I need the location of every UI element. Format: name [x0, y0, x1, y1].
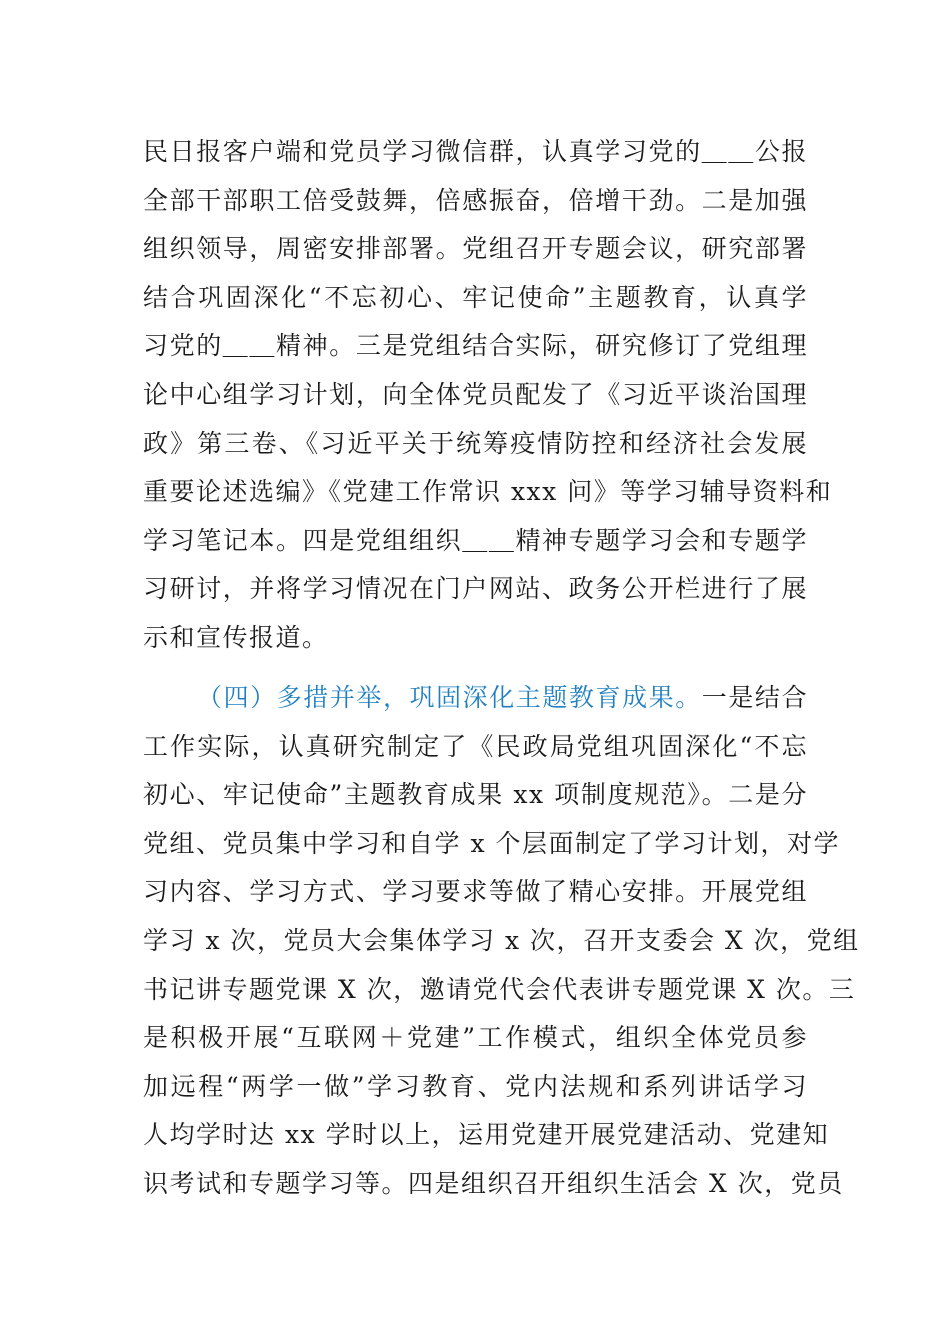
text-line: 工作实际，认真研究制定了《民政局党组巩固深化“不忘	[143, 731, 808, 761]
text-line: 识考试和专题学习等。四是组织召开组织生活会 X 次，党员	[143, 1168, 844, 1198]
text-line: 学习笔记本。四是党组组织＿＿精神专题学习会和专题学	[143, 525, 808, 555]
text-line: 人均学时达 xx 学时以上，运用党建开展党建活动、党建知	[143, 1120, 830, 1150]
section-4-first-line	[143, 674, 808, 723]
section-4-paragraph	[143, 674, 860, 1209]
text-line: 论中心组学习计划，向全体党员配发了《习近平谈治国理	[143, 379, 808, 409]
text-line: 是积极开展“互联网＋党建”工作模式，组织全体党员参	[143, 1023, 808, 1053]
text-line: 民日报客户端和党员学习微信群，认真学习党的＿＿公报	[143, 137, 808, 166]
section-4-first-line-text: 一是结合	[701, 683, 808, 712]
text-line: 初心、牢记使命”主题教育成果 xx 项制度规范》。二是分	[143, 780, 808, 810]
text-line: 加远程“两学一做”学习教育、党内法规和系列讲话学习	[143, 1071, 808, 1101]
text-line: 全部干部职工倍受鼓舞，倍感振奋，倍增干劲。二是加强	[143, 185, 808, 215]
text-line: 政》第三卷、《习近平关于统筹疫情防控和经济社会发展	[143, 428, 808, 458]
text-line: 组织领导，周密安排部署。党组召开专题会议，研究部署	[143, 234, 808, 264]
text-line: 示和宣传报道。	[143, 622, 329, 652]
text-line: 党组、党员集中学习和自学 x 个层面制定了学习计划，对学	[143, 828, 840, 858]
text-line: 习党的＿＿精神。三是党组结合实际，研究修订了党组理	[143, 331, 808, 361]
text-line: 学习 x 次，党员大会集体学习 x 次，召开支委会 X 次，党组	[143, 925, 860, 955]
text-line: 书记讲专题党课 X 次，邀请党代会代表讲专题党课 X 次。三	[143, 974, 856, 1004]
paragraph-1	[143, 128, 833, 663]
section-4-heading: （四）多措并举，巩固深化主题教育成果。	[197, 683, 702, 712]
text-line: 结合巩固深化“不忘初心、牢记使命”主题教育，认真学	[143, 282, 808, 312]
text-line: 重要论述选编》《党建工作常识 xxx 问》等学习辅导资料和	[143, 477, 833, 507]
text-line: 习内容、学习方式、学习要求等做了精心安排。开展党组	[143, 877, 808, 907]
text-line: 习研讨，并将学习情况在门户网站、政务公开栏进行了展	[143, 574, 808, 604]
